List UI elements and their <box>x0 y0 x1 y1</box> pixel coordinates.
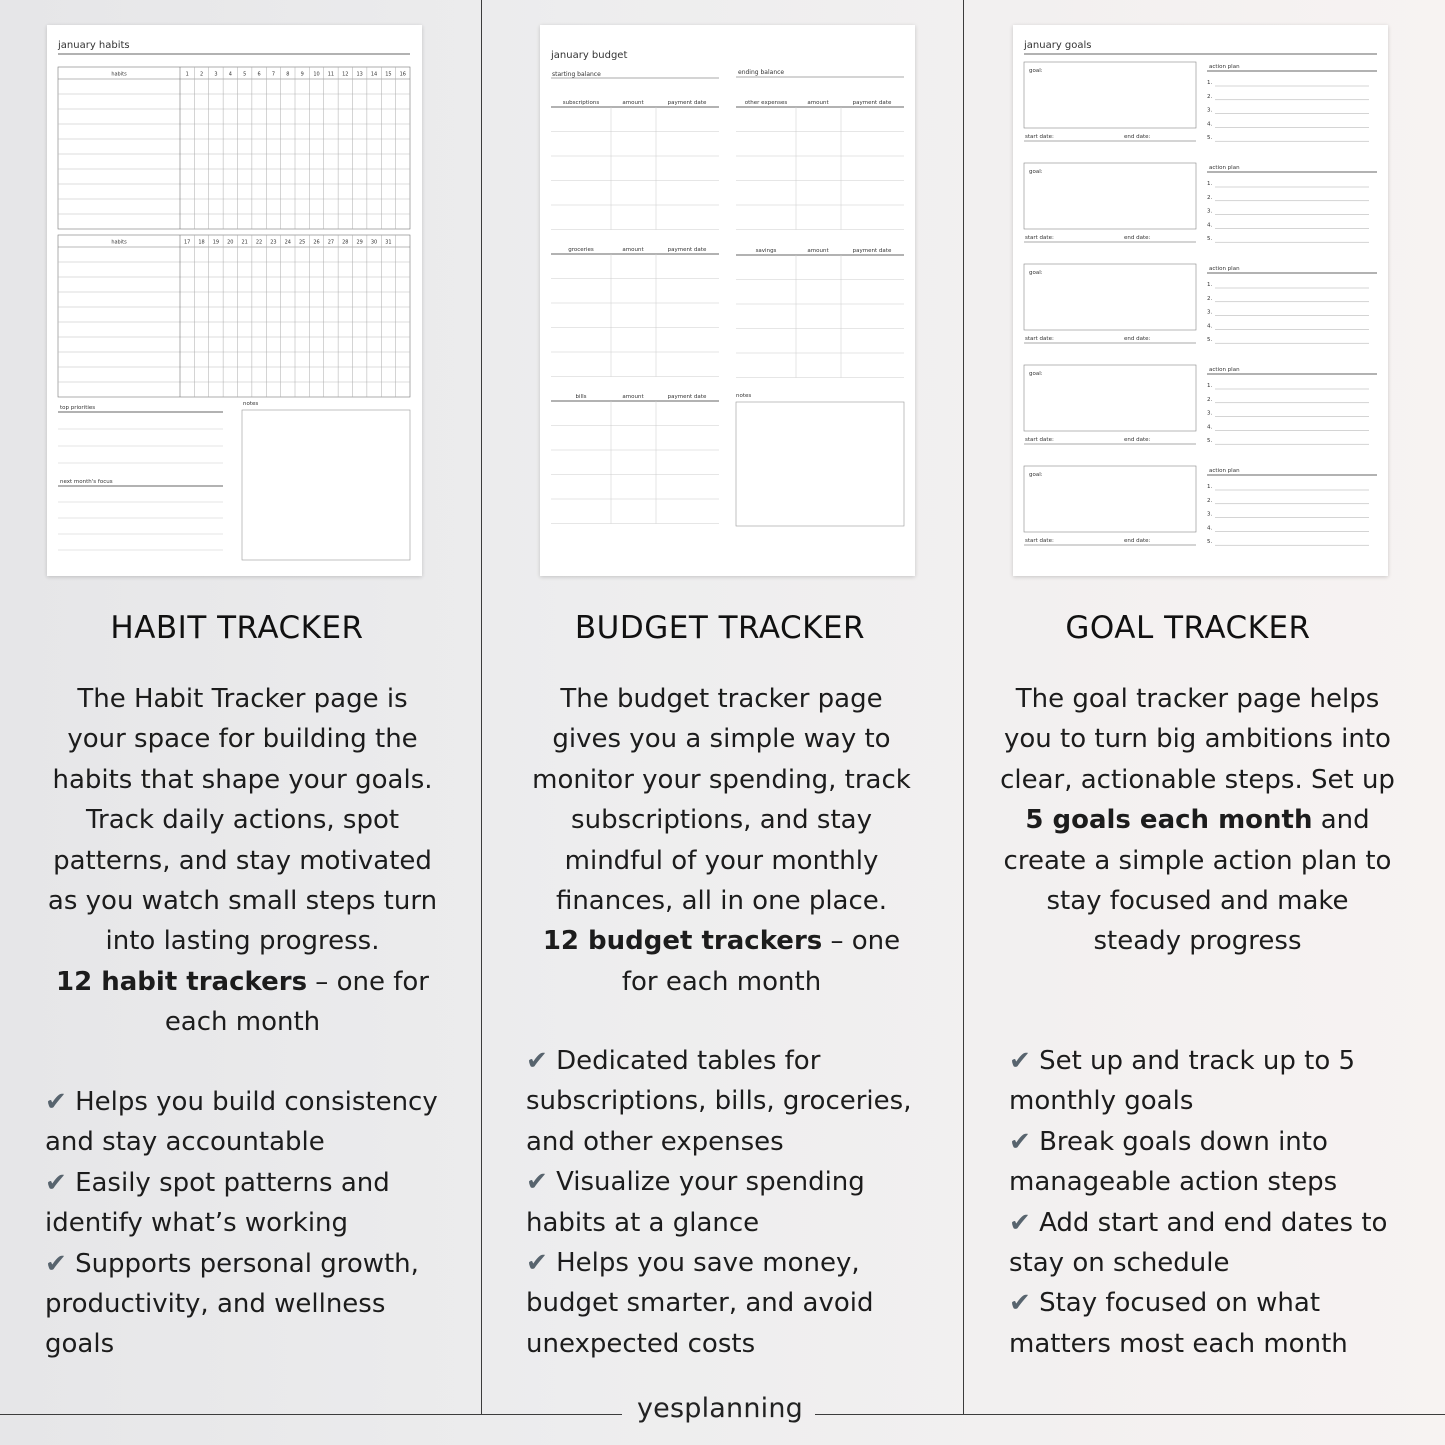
habit-benefit-item <box>45 1244 440 1365</box>
budget-tables <box>551 100 904 524</box>
goal-end-date: end date: <box>1124 134 1151 140</box>
habit-highlight <box>45 962 440 1043</box>
habit-priorities-label: top priorities <box>60 405 96 411</box>
habit-day-label: 31 <box>385 239 392 246</box>
budget-benefit-text: Dedicated tables for subscriptions, bills, groceries, and other expenses <box>526 1046 912 1157</box>
brand-name: yesplanning <box>636 1393 804 1424</box>
goal-end-date: end date: <box>1124 538 1151 544</box>
goal-benefit-item <box>1009 1122 1409 1203</box>
habit-day-label: 21 <box>241 239 248 246</box>
habit-day-label: 26 <box>313 239 320 246</box>
goal-sheet-svg <box>1013 25 1388 576</box>
goal-step-number: 1. <box>1207 80 1213 86</box>
budget-sheet-svg <box>540 25 915 576</box>
habit-day-label: 22 <box>255 239 263 246</box>
budget-sheet-preview <box>540 25 915 576</box>
habit-benefit-text: Helps you build consistency and stay accountable <box>45 1087 438 1158</box>
goal-benefit-item <box>1009 1041 1409 1122</box>
goal-step-number: 2. <box>1207 497 1213 504</box>
goal-step-number: 3. <box>1207 511 1213 518</box>
budget-benefit-item <box>526 1243 916 1364</box>
habit-day-label: 23 <box>270 239 277 246</box>
goal-benefit-item <box>1009 1283 1409 1364</box>
habit-description-text: The Habit Tracker page is your space for building the habits that shape your goals. Track daily actions, spot patterns, and stay motivated as you watch small steps turn into lasting progress. <box>47 684 438 957</box>
goal-start-date: start date: <box>1025 134 1054 140</box>
habit-description <box>45 679 440 1043</box>
habit-grid-frame <box>58 67 410 229</box>
habit-notes-label: notes <box>243 401 259 407</box>
goal-step-number: 5. <box>1207 438 1213 445</box>
habit-grid-header: habits <box>111 71 127 78</box>
check-icon: ✔ <box>526 1046 548 1076</box>
budget-col-payment-date: payment date <box>667 100 707 106</box>
goal-box <box>1024 163 1196 229</box>
goal-step-number: 4. <box>1207 323 1213 330</box>
goal-sheet-preview <box>1013 25 1388 576</box>
budget-description-text: The budget tracker page gives you a simple way to monitor your spending, track subscriptions, and stay mindful of your monthly finances, all in one place. <box>532 684 911 917</box>
goal-action-plan-label: action plan <box>1209 468 1240 474</box>
goal-step-number: 4. <box>1207 121 1213 128</box>
habit-focus-label: next month's focus <box>60 479 113 485</box>
habit-day-label: 29 <box>356 239 363 246</box>
budget-col-amount: amount <box>807 100 829 106</box>
goal-end-date: end date: <box>1124 235 1151 241</box>
habit-day-label: 14 <box>370 71 378 78</box>
goal-description-bold: 5 goals each month <box>1025 805 1313 836</box>
habit-day-label: 15 <box>385 71 392 78</box>
habit-day-label: 6 <box>257 71 261 78</box>
habit-day-label: 28 <box>342 239 349 246</box>
goal-step-number: 3. <box>1207 107 1213 114</box>
budget-benefit-text: Visualize your spending habits at a glance <box>526 1167 865 1238</box>
check-icon: ✔ <box>1009 1207 1031 1238</box>
goal-tracker-title: GOAL TRACKER <box>1065 610 1311 646</box>
habit-benefit-item <box>45 1163 440 1244</box>
goal-blocks <box>1024 62 1377 545</box>
check-icon: ✔ <box>526 1167 548 1198</box>
habit-day-label: 18 <box>198 239 205 246</box>
goal-benefit-text: Set up and track up to 5 monthly goals <box>1009 1046 1356 1117</box>
habit-grid-frame <box>58 235 410 397</box>
budget-highlight-bold: 12 budget trackers <box>542 926 823 957</box>
goal-step-number: 5. <box>1207 236 1213 243</box>
footer-line-left <box>0 1414 622 1415</box>
habit-day-label: 17 <box>184 239 191 246</box>
check-icon: ✔ <box>1009 1288 1031 1319</box>
budget-highlight <box>524 921 919 1002</box>
goal-action-plan-label: action plan <box>1209 64 1240 70</box>
goal-box <box>1024 466 1196 532</box>
budget-ending-balance: ending balance <box>738 69 785 76</box>
goal-description-text <box>1000 679 1395 962</box>
habit-day-label: 1 <box>185 71 189 78</box>
habit-day-label: 12 <box>342 71 349 78</box>
check-icon: ✔ <box>1009 1046 1031 1076</box>
habit-day-label: 13 <box>356 71 363 78</box>
goal-step-number: 4. <box>1207 525 1213 532</box>
budget-benefit-item <box>526 1041 916 1162</box>
budget-col-payment-date: payment date <box>667 247 707 253</box>
goal-step-number: 1. <box>1207 282 1213 288</box>
footer-line-right <box>815 1414 1445 1415</box>
habit-day-label: 8 <box>286 71 290 78</box>
habit-day-label: 30 <box>370 239 378 246</box>
goal-label: goal: <box>1029 68 1043 74</box>
habit-grid-days-1-16 <box>58 67 410 229</box>
goal-end-date: end date: <box>1124 336 1151 342</box>
budget-table-title: groceries <box>568 247 594 253</box>
budget-description <box>524 679 919 1002</box>
budget-benefit-text: Helps you save money, budget smarter, and avoid unexpected costs <box>526 1248 874 1359</box>
habit-benefits-list <box>45 1082 440 1365</box>
habit-highlight-rest: – one for each month <box>164 966 429 1038</box>
goal-action-plan-label: action plan <box>1209 266 1240 272</box>
habit-sheet-svg <box>47 25 422 576</box>
goal-description-before: The goal tracker page helps you to turn big ambitions into clear, actionable steps. Set up <box>1000 684 1395 795</box>
goal-action-plan-label: action plan <box>1209 367 1240 373</box>
budget-col-amount: amount <box>622 394 644 400</box>
habit-highlight-bold: 12 habit trackers <box>56 966 308 997</box>
habit-benefit-text: Supports personal growth, productivity, and wellness goals <box>45 1248 419 1360</box>
goal-label: goal: <box>1029 472 1043 478</box>
goal-sheet-title: january goals <box>1024 40 1092 51</box>
budget-starting-balance: starting balance <box>552 71 601 78</box>
goal-description-after: and create a simple action plan to stay focused and make steady progress <box>1003 805 1392 957</box>
budget-sheet-title: january budget <box>551 50 628 61</box>
goal-step-number: 1. <box>1207 383 1213 389</box>
budget-benefit-item <box>526 1162 916 1243</box>
check-icon: ✔ <box>45 1248 67 1279</box>
goal-step-number: 4. <box>1207 424 1213 431</box>
budget-table-title: bills <box>575 394 587 400</box>
habit-day-label: 11 <box>327 71 335 78</box>
column-divider-right <box>963 0 964 1415</box>
budget-col-amount: amount <box>807 248 829 254</box>
goal-step-number: 5. <box>1207 135 1213 142</box>
goal-benefit-text: Add start and end dates to stay on schedule <box>1009 1207 1388 1279</box>
goal-step-number: 3. <box>1207 410 1213 417</box>
goal-step-number: 2. <box>1207 194 1213 201</box>
column-divider-left <box>481 0 482 1415</box>
check-icon: ✔ <box>45 1087 67 1117</box>
habit-day-label: 24 <box>284 239 291 246</box>
budget-benefits-list <box>526 1041 916 1364</box>
goal-step-number: 5. <box>1207 337 1213 344</box>
habit-grid-days-17-31 <box>58 235 410 397</box>
check-icon: ✔ <box>45 1167 67 1198</box>
goal-action-plan-label: action plan <box>1209 165 1240 171</box>
goal-start-date: start date: <box>1025 437 1054 443</box>
goal-step-number: 1. <box>1207 484 1213 490</box>
check-icon: ✔ <box>526 1248 548 1279</box>
habit-day-label: 5 <box>243 71 247 78</box>
budget-table-title: subscriptions <box>562 100 600 106</box>
budget-col-payment-date: payment date <box>852 100 892 106</box>
habit-tracker-title: HABIT TRACKER <box>110 610 364 646</box>
goal-step-number: 3. <box>1207 208 1213 215</box>
check-icon: ✔ <box>1009 1126 1031 1157</box>
habit-day-label: 4 <box>228 71 232 78</box>
goal-step-number: 1. <box>1207 181 1213 187</box>
goal-step-number: 2. <box>1207 93 1213 100</box>
goal-benefit-item <box>1009 1203 1409 1284</box>
habit-day-label: 2 <box>199 71 204 78</box>
goal-step-number: 4. <box>1207 222 1213 229</box>
goal-box <box>1024 264 1196 330</box>
habit-sheet-preview <box>47 25 422 576</box>
goal-step-number: 2. <box>1207 295 1213 302</box>
goal-end-date: end date: <box>1124 437 1151 443</box>
habit-benefit-item <box>45 1082 440 1163</box>
habit-sheet-title: january habits <box>58 40 130 51</box>
habit-benefit-text: Easily spot patterns and identify what’s working <box>45 1167 390 1239</box>
goal-step-number: 2. <box>1207 396 1213 403</box>
goal-label: goal: <box>1029 371 1043 377</box>
goal-box <box>1024 62 1196 128</box>
budget-col-payment-date: payment date <box>667 394 707 400</box>
budget-notes-box <box>736 402 904 526</box>
habit-notes-box <box>242 410 410 560</box>
habit-day-label: 27 <box>327 239 335 246</box>
goal-description <box>1000 679 1395 962</box>
habit-day-label: 10 <box>313 71 320 78</box>
budget-table-title: savings <box>755 248 777 254</box>
goal-label: goal: <box>1029 169 1043 175</box>
goal-start-date: start date: <box>1025 538 1054 544</box>
budget-table-title: other expenses <box>744 100 788 106</box>
budget-notes-label: notes <box>736 393 752 399</box>
goal-label: goal: <box>1029 270 1043 276</box>
habit-day-label: 9 <box>300 71 304 78</box>
goal-start-date: start date: <box>1025 336 1054 342</box>
habit-grid-header: habits <box>111 239 127 246</box>
budget-col-amount: amount <box>622 247 644 253</box>
budget-tracker-title: BUDGET TRACKER <box>574 610 866 646</box>
habit-day-label: 3 <box>214 71 218 78</box>
habit-day-label: 7 <box>271 71 276 78</box>
goal-benefits-list <box>1009 1041 1409 1364</box>
habit-day-label: 19 <box>212 239 220 246</box>
goal-benefit-text: Stay focused on what matters most each month <box>1009 1288 1348 1359</box>
goal-box <box>1024 365 1196 431</box>
goal-step-number: 3. <box>1207 309 1213 316</box>
habit-day-label: 25 <box>299 239 306 246</box>
budget-col-amount: amount <box>622 100 644 106</box>
goal-benefit-text: Break goals down into manageable action steps <box>1009 1126 1338 1198</box>
goal-step-number: 5. <box>1207 539 1213 546</box>
budget-col-payment-date: payment date <box>852 248 892 254</box>
goal-start-date: start date: <box>1025 235 1054 241</box>
habit-day-label: 20 <box>227 239 234 246</box>
habit-day-label: 16 <box>399 71 406 78</box>
budget-highlight-rest: – one for each month <box>621 926 901 997</box>
